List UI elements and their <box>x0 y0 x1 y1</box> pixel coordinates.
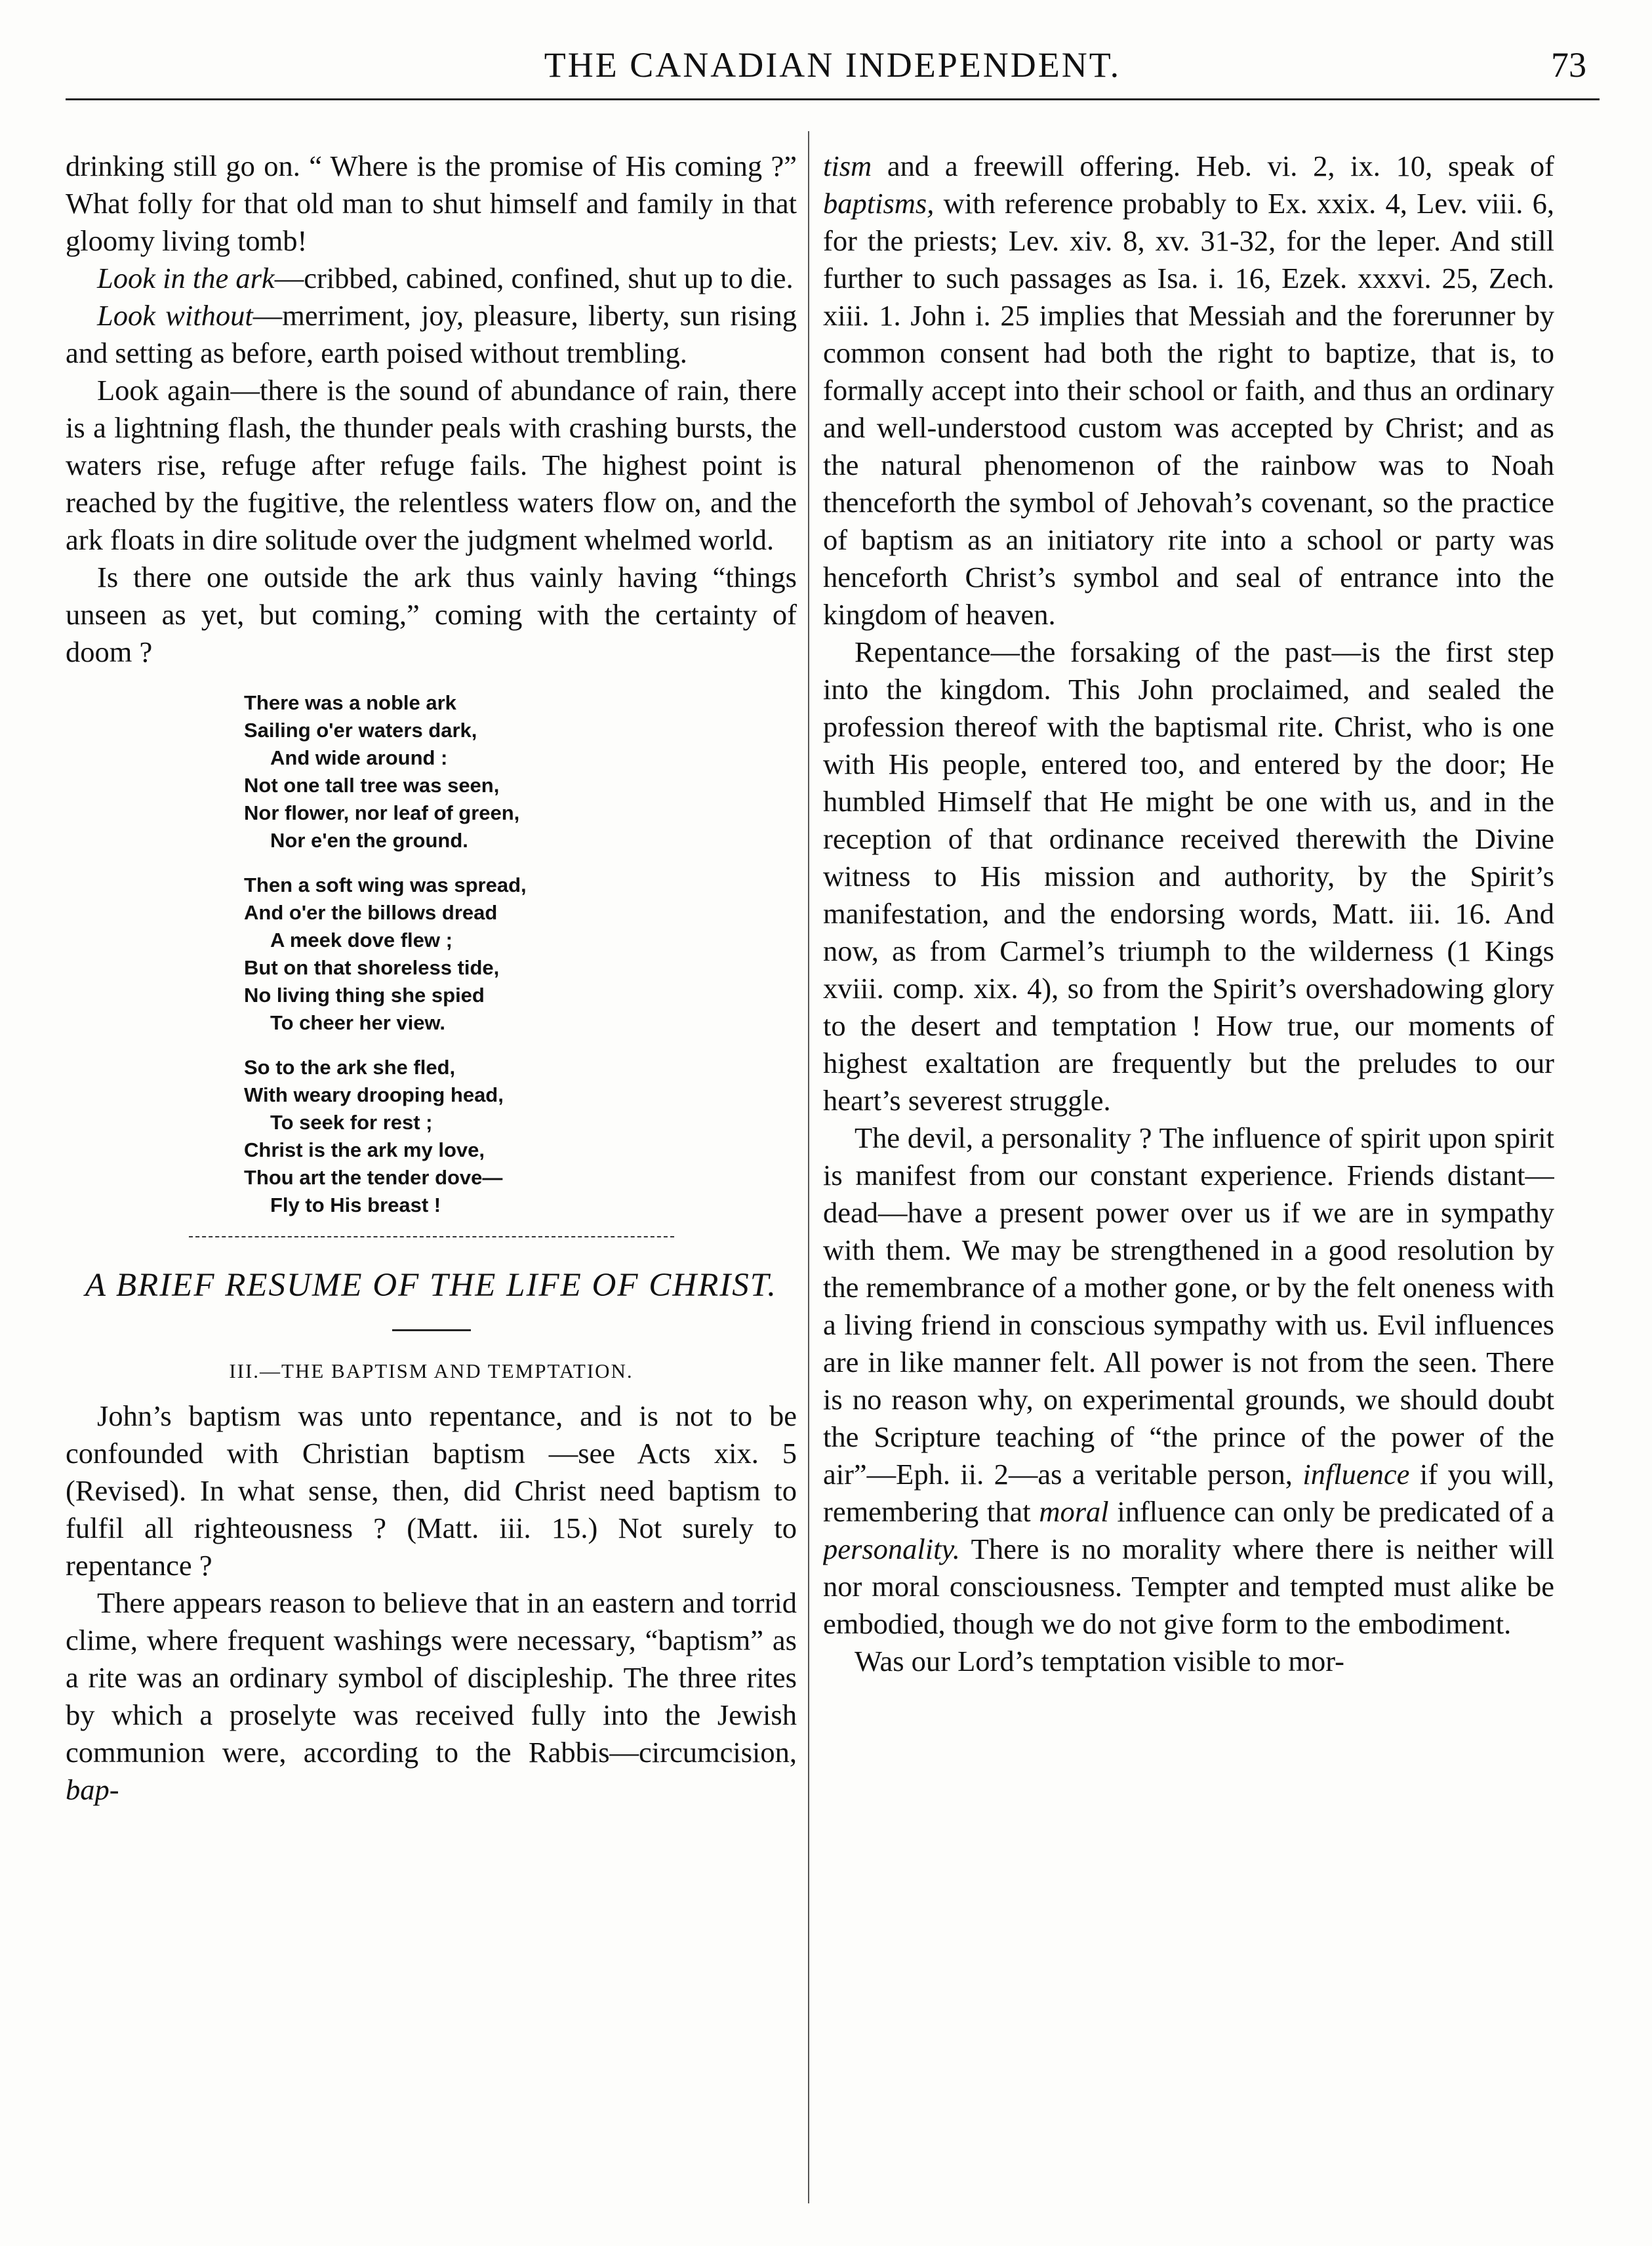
emphasis: influence <box>1302 1458 1410 1491</box>
emphasis: tism <box>823 150 872 182</box>
poem-line: To cheer her view. <box>270 1011 446 1034</box>
article-title: A BRIEF RESUME OF THE LIFE OF CHRIST. <box>85 1267 778 1304</box>
left-column <box>66 148 797 2200</box>
emphasis: personality. <box>823 1533 960 1565</box>
poem-line: Nor e'en the ground. <box>270 829 468 852</box>
emphasis: Look in the ark <box>97 262 275 294</box>
poem-stanza <box>244 1054 797 1219</box>
column-divider <box>808 131 809 2203</box>
poem-line: With weary drooping head, <box>244 1083 504 1106</box>
poem-stanza <box>244 872 797 1037</box>
poem-line: Sailing o'er waters dark, <box>244 719 477 742</box>
paragraph-text: if you will, remembering that <box>823 1458 1554 1528</box>
paragraph-text: —cribbed, cabined, confined, shut up to die. <box>274 262 794 294</box>
poem-line: Thou art the tender dove— <box>244 1166 503 1189</box>
paragraph-text: with reference probably to Ex. xxix. 4, Lev. viii. 6, for the priests; Lev. xiv. 8, xv. 31-32, for the leper. And still further to such passages as Isa. i. 16, Ezek. xxxvi. 25, Zech. xiii. 1. John i. 25 implies that Messiah and the forerunner by common consent had both the right to baptize, that is, to formally accept into their school or faith, and thus an ordinary and well-understood custom was accepted by Christ; and as the natural phenomenon of the rainbow was to Noah thenceforth the symbol of Jehovah’s covenant, so the practice of baptism as an initiatory rite into a school or party was henceforth Christ’s symbol and seal of entrance into the kingdom of heaven. <box>823 187 1554 631</box>
paragraph <box>66 1584 797 1809</box>
page-header <box>66 39 1600 100</box>
paragraph: Is there one outside the ark thus vainly having “things unseen as yet, but coming,” coming with the certainty of doom ? <box>66 561 797 668</box>
poem-line: To seek for rest ; <box>270 1111 433 1134</box>
poem-line: So to the ark she fled, <box>244 1056 456 1079</box>
paragraph-text: influence can only be predicated of a <box>1108 1495 1554 1528</box>
paragraph: drinking still go on. “ Where is the promise of His coming ?” What folly for that old man to shut himself and family in that gloomy living tomb! <box>66 150 797 257</box>
poem <box>244 689 797 1219</box>
poem-line: Christ is the ark my love, <box>244 1138 485 1161</box>
poem-line: Nor flower, nor leaf of green, <box>244 801 520 824</box>
section-separator <box>189 1236 674 1237</box>
running-head: THE CANADIAN INDEPENDENT. <box>544 45 1121 85</box>
poem-line: Then a soft wing was spread, <box>244 873 527 896</box>
poem-line: But on that shoreless tide, <box>244 956 500 979</box>
page-number: 73 <box>1551 45 1586 85</box>
paragraph <box>66 260 797 297</box>
poem-stanza <box>244 689 797 854</box>
paragraph <box>823 148 1554 633</box>
emphasis: moral <box>1039 1495 1109 1528</box>
emphasis: baptisms, <box>823 187 935 220</box>
section-heading: III.—THE BAPTISM AND TEMPTATION. <box>229 1359 634 1382</box>
paragraph: Look again—there is the sound of abundance of rain, there is a lightning flash, the thunder peals with crashing bursts, the waters rise, refuge after refuge fails. The highest point is reached by the fugitive, the relentless waters flow on, and the ark floats in dire solitude over the judgment whelmed world. <box>66 374 797 556</box>
poem-line: And wide around : <box>270 746 448 769</box>
paragraph-text: There is no morality where there is neither will nor moral consciousness. Tempter and tempted must alike be embodied, though we do not give form to the embodiment. <box>823 1533 1554 1640</box>
paragraph-text: —merriment, joy, pleasure, liberty, sun rising and setting as before, earth poised without trembling. <box>66 299 797 369</box>
right-column <box>823 148 1554 2200</box>
poem-line: A meek dove flew ; <box>270 929 453 952</box>
paragraph: John’s baptism was unto repentance, and is not to be confounded with Christian baptism —see Acts xix. 5 (Revised). In what sense, then, did Christ need baptism to fulfil all righteousness ? (Matt. iii. 15.) Not surely to repentance ? <box>66 1399 797 1582</box>
paragraph <box>66 297 797 372</box>
title-rule <box>392 1329 471 1331</box>
poem-line: And o'er the billows dread <box>244 901 498 924</box>
poem-line: Fly to His breast ! <box>270 1193 441 1216</box>
paragraph: Was our Lord’s temptation visible to mor- <box>855 1645 1344 1677</box>
poem-line: No living thing she spied <box>244 984 485 1007</box>
paragraph-text: The devil, a personality ? The influence of spirit upon spirit is manifest from our constant experience. Friends distant—dead—have a present power over us if we are in sympathy with them. We may be strengthened in a good resolution by the remembrance of a mother gone, or by the felt oneness with a living friend in conscious sympathy with us. Evil influences are in like manner felt. All power is not from the seen. There is no reason why, on experimental grounds, we should doubt the Scripture teaching of “the prince of the power of the air”—Eph. ii. 2—as a veritable person, <box>823 1121 1554 1491</box>
emphasis: bap- <box>66 1773 119 1806</box>
poem-line: There was a noble ark <box>244 691 456 714</box>
poem-line: Not one tall tree was seen, <box>244 774 500 797</box>
emphasis: Look without <box>97 299 253 332</box>
paragraph-text: There appears reason to believe that in an eastern and torrid clime, where frequent washings were necessary, “baptism” as a rite was an ordinary symbol of discipleship. The three rites by which a proselyte was received fully into the Jewish communion were, according to the Rabbis—circumcision, <box>66 1586 797 1769</box>
paragraph-text: and a freewill offering. Heb. vi. 2, ix. 10, speak of <box>872 150 1554 182</box>
paragraph <box>823 1119 1554 1643</box>
paragraph: Repentance—the forsaking of the past—is the first step into the kingdom. This John proclaimed, and sealed the profession thereof with the baptismal rite. Christ, who is one with His people, entered too, and entered by the door; He humbled Himself that He might be one with us, and in the reception of that ordinance received therewith the Divine witness to His mission and authority, by the Spirit’s manifestation, and the endorsing words, Matt. iii. 16. And now, as from Carmel’s triumph to the wilderness (1 Kings xviii. comp. xix. 4), so from the Spirit’s overshadowing glory to the desert and temptation ! How true, our moments of highest exaltation are frequently but the preludes to our heart’s severest struggle. <box>823 635 1554 1117</box>
